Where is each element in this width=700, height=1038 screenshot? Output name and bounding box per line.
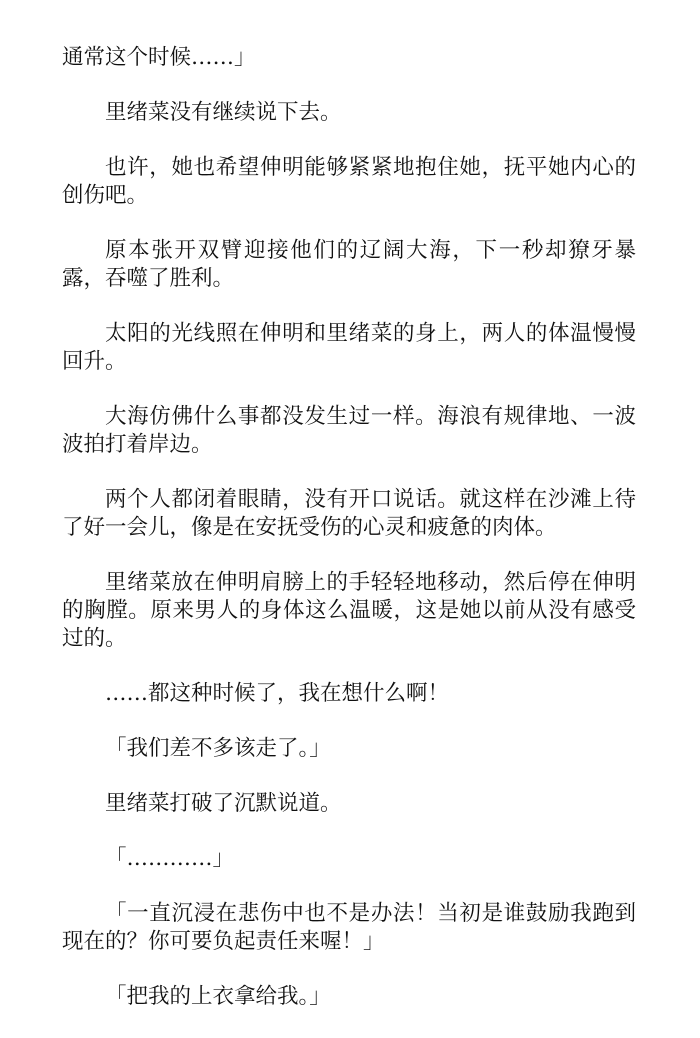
- dialogue-line: 「一直沉浸在悲伤中也不是办法！当初是谁鼓励我跑到现在的？你可要负起责任来喔！」: [62, 901, 636, 954]
- document-body: [62, 44, 636, 1038]
- paragraph: 太阳的光线照在伸明和里绪菜的身上，两人的体温慢慢回升。: [62, 321, 636, 374]
- dialogue-line: 「我们差不多该走了。」: [105, 736, 331, 761]
- dialogue-line: 「把我的上衣拿给我。」: [105, 984, 331, 1009]
- paragraph: 里绪菜没有继续说下去。: [105, 100, 342, 125]
- paragraph: 里绪菜打破了沉默说道。: [105, 791, 342, 816]
- paragraph: 两个人都闭着眼睛，没有开口说话。就这样在沙滩上待了好一会儿，像是在安抚受伤的心灵和疲惫的肉体。: [62, 487, 636, 540]
- paragraph: 原本张开双臂迎接他们的辽阔大海，下一秒却獠牙暴露，吞噬了胜利。: [62, 238, 636, 291]
- paragraph-continuation: 通常这个时候……」: [62, 45, 256, 70]
- paragraph: 里绪菜放在伸明肩膀上的手轻轻地移动，然后停在伸明的胸膛。原来男人的身体这么温暖，这是她以前从没有感受过的。: [62, 570, 636, 651]
- dialogue-line: 「…………」: [105, 846, 235, 871]
- paragraph: 大海仿佛什么事都没发生过一样。海浪有规律地、一波波拍打着岸边。: [62, 404, 636, 457]
- paragraph: 也许，她也希望伸明能够紧紧地抱住她，抚平她内心的创伤吧。: [62, 155, 636, 208]
- paragraph: ……都这种时候了，我在想什么啊！: [105, 681, 450, 706]
